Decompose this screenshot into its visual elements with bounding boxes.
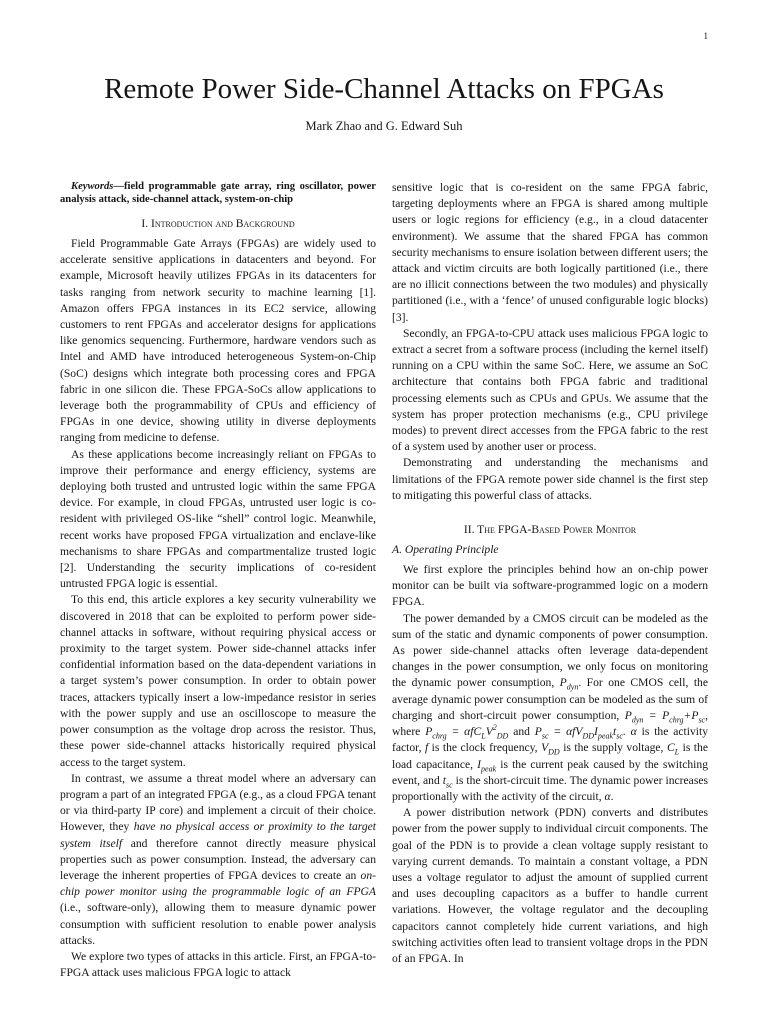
subsection-a-heading: A. Operating Principle xyxy=(392,543,499,557)
section-1-heading: I. Introduction and Background xyxy=(141,217,295,230)
keywords-text: —field programmable gate array, ring oscillator, power analysis attack, side-channel attack, system-on-chip xyxy=(60,181,376,205)
section-1-paragraph-1: Field Programmable Gate Arrays (FPGAs) are widely used to accelerate sensitive applications in datacenters and beyond. For example, Microsoft heavily utilizes FPGAs in its datacenters for tasks ranging from network security to machine learning [1]. Amazon offers FPGA instances in its EC2 service, allowing customers to rent FPGAs and accelerator designs for applications like genomics sequencing. Furthermore, hardware vendors such as Intel and AMD have introduced heterogeneous System-on-Chip (SoC) designs which integrate both processing cores and FPGA fabric in one silicon die. These FPGA-SoCs allow applications to leverage both the programmability of CPUs and efficiency of FPGAs in one device, showing utility in diverse deployments ranging from medicine to defense. xyxy=(60,237,376,445)
keywords-label: Keywords xyxy=(71,181,114,192)
math-tsc: $t_{sc}$ xyxy=(442,773,453,790)
emphasis-on-chip-monitor: on-chip power monitor using the programmable logic of an FPGA xyxy=(60,868,376,899)
right-column xyxy=(392,180,708,967)
math-vdd: $V_{DD}$ xyxy=(541,741,560,757)
section-1-paragraph-7: Demonstrating and understanding the mechanisms and limitations of the FPGA remote power side channel is the first step to mitigating this powerful class of attacks. xyxy=(392,456,708,502)
paper-authors: Mark Zhao and G. Edward Suh xyxy=(305,119,463,133)
section-2-paragraph-1: We first explore the principles behind how an on-chip power monitor can be built via software-programmed logic on a modern FPGA. xyxy=(392,563,708,609)
left-column xyxy=(60,180,376,981)
page-number: 1 xyxy=(703,31,708,41)
keywords xyxy=(60,180,376,206)
section-1-paragraph-5: We explore two types of attacks in this article. First, an FPGA-to-FPGA attack uses malicious FPGA logic to attack xyxy=(60,949,376,980)
math-cl: $C_L$ xyxy=(666,741,680,757)
math-ipeak: $I_{peak}$ xyxy=(477,757,497,773)
section-2-paragraph-3: A power distribution network (PDN) converts and distributes power from the power supply to individual circuit components. The goal of the PDN is to provide a clean voltage supply resistant to varying current demands. To maintain a constant voltage, a PDN uses a voltage regulator to adjust the amount of supplied current and uses decoupling capacitors as a buffer to handle current variations. However, the voltage regulator and the decoupling capacitors cannot completely hide current variations, and high switching activities often lead to transient voltage drops in the PDN of an FPGA. In xyxy=(392,806,708,965)
math-p-dyn: $P_{dyn}$ xyxy=(559,676,579,692)
math-f: f xyxy=(424,741,429,755)
math-psc-equation: $P_{sc} = \alpha fV_{DD}I_{peak}t_{sc}$. α xyxy=(534,725,637,741)
section-2-heading: II. The FPGA-Based Power Monitor xyxy=(463,523,637,537)
paper-title: Remote Power Side-Channel Attacks on FPGAs xyxy=(104,73,664,105)
section-1-paragraph-2: As these applications become increasingly reliant on FPGAs to improve their performance and energy efficiency, systems are deploying both trusted and untrusted logic within the same FPGA device. For example, in cloud FPGAs, untrusted user logic is co-resident with privileged OS-like “shell” control logic. Meanwhile, recent works have proposed FPGA virtualization and enclave-like mechanisms to share FPGAs and compartmentalize trusted logic [2]. Understanding the security implications of co-resident untrusted FPGA logic is essential. xyxy=(60,447,376,591)
math-pdyn-equation: $P_{dyn} = P_{chrg}+P_{sc}$ xyxy=(624,708,706,725)
section-2-paragraph-2: The power demanded by a CMOS circuit can be modeled as the sum of the static and dynamic components of power consumption. As power side-channel attacks often leverage data-dependent changes in the power consumption, we only focus on monitoring the dynamic power consumption, $P_{dyn}$. For one CMOS cell, the average dynamic power consumption can be modeled as the sum of charging and short-circuit power consumption, $P_{dyn} = P_{chrg}+P_{sc}$, where $P_{chrg} = \alpha fC_LV^2_{DD}$ and $P_{sc} = \alpha fV_{DD}I_{peak}t_{sc}$. α is the activity factor, f is the clock frequency, $V_{DD}$ is the supply voltage, $C_L$ is the load capacitance, $I_{peak}$ is the current peak caused by the switching event, and $t_{sc}$ is the short-circuit time. The dynamic power increases proportionally with the activity of the circuit, α. xyxy=(392,611,709,803)
section-1-paragraph-3: To this end, this article explores a key security vulnerability we discovered in 2018 that can be exploited to perform power side-channel attacks in software, without requiring physical access or proximity to the target system. Power side-channel attacks infer confidential information based on the data-dependent variations in a target system’s power consumption. In order to obtain power traces, attackers typically insert a low-impedance resistor in series with the power supply and use an oscilloscope to measure the power consumption as the voltage drop across the resistor. Thus, these power side-channel attacks historically required physical access to the target system. xyxy=(60,593,376,769)
section-1-paragraph-4: In contrast, we assume a threat model where an adversary can program a part of an integrated FPGA (e.g., as a cloud FPGA tenant or via third-party IP core) and implement a circuit of their choice. However, they have no physical access or proximity to the target system itself and therefore cannot directly measure physical properties such as power consumption. Instead, the adversary can leverage the inherent properties of FPGA devices to create an on-chip power monitor using the programmable logic of an FPGA (i.e., software-only), allowing them to measure dynamic power consumption with sufficient resolution to enable power analysis attacks. xyxy=(60,771,376,947)
math-pchrg-equation: $P_{chrg} = \alpha fC_LV^2_{DD}$ xyxy=(425,723,509,741)
section-1-paragraph-5-continued: sensitive logic that is co-resident on the same FPGA fabric, targeting deployments where an FPGA is shared among multiple users or logic regions for efficiency (e.g., in a cloud datacenter environment). We assume that the shared FPGA has common security mechanisms to ensure isolation between different users; the attack and victim circuits are both logically partitioned (i.e., there are no illicit connections between the two modules) and physically partitioned (i.e., with a ‘fence’ of unused configurable logic blocks) [3]. xyxy=(392,181,708,324)
emphasis-no-physical-access: have no physical access or proximity to the target system itself xyxy=(60,820,376,850)
math-alpha: α xyxy=(604,789,611,803)
section-1-paragraph-6: Secondly, an FPGA-to-CPU attack uses malicious FPGA logic to extract a secret from a software process (including the kernel itself) running on a CPU within the same SoC. Here, we assume an SoC architecture that contains both FPGA fabric and traditional processing elements such as CPUs and GPUs. We assume that the system has proper protection mechanisms (e.g., CPU privilege modes) to prevent direct accesses from the FPGA fabric to the rest of a system used by another user or process. xyxy=(392,326,708,454)
